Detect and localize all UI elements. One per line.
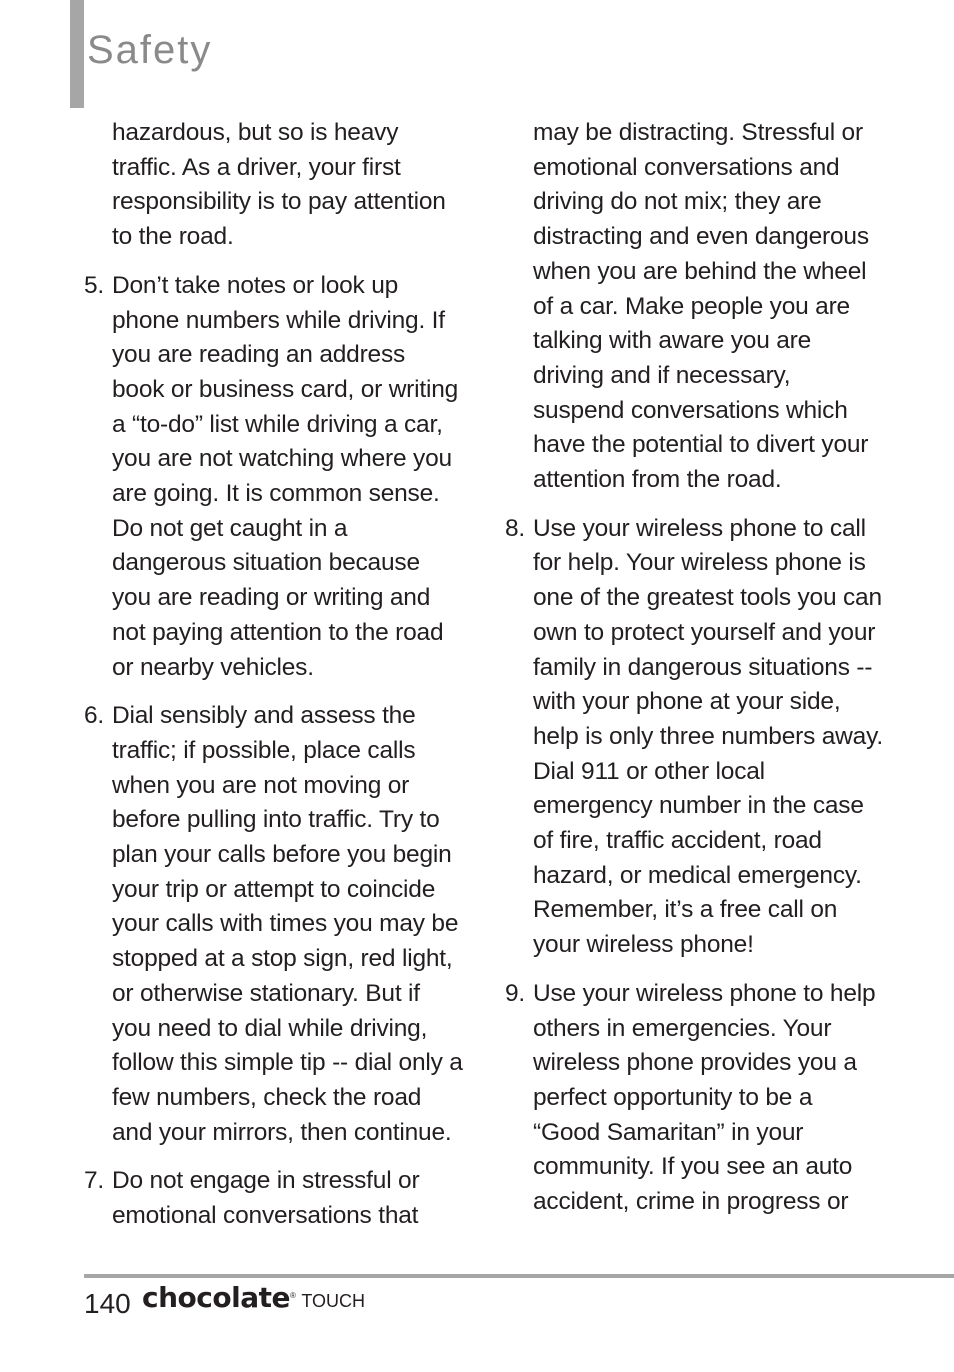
item-number: 7.	[84, 1167, 105, 1195]
item-text: Dial sensibly and assess the traffic; if possible, place calls when you are not moving or before pulling into traffic. Try to plan your calls before you begin your trip or attempt to coincide your calls with times you may be stopped at a stop sign, red light, or otherwise stationary. But if you need to dial while driving, follow this simple tip -- dial only a few numbers, check the road and your mirrors, then continue.	[112, 702, 463, 1146]
item-number: 6.	[84, 702, 105, 730]
item-text: Use your wireless phone to help others in emergencies. Your wireless phone provides you a perfect opportunity to be a “Good Samaritan” in your community. If you see an auto accident, crime in progress or	[533, 979, 876, 1216]
brand-model: TOUCH	[301, 1291, 365, 1311]
left-column	[84, 116, 464, 1248]
paragraph-text: hazardous, but so is heavy traffic. As a driver, your first responsibility is to pay attention to the road.	[112, 119, 446, 251]
item-text: Don’t take notes or look up phone numbers while driving. If you are reading an address book or business card, or writing a “to-do” list while driving a car, you are not watching where you are going. It is common sense. Do not get caught in a dangerous situation because you are reading or writing and not paying attention to the road or nearby vehicles.	[112, 271, 459, 681]
brand-logo	[142, 1281, 365, 1314]
continuation-paragraph	[505, 116, 885, 498]
page-number: 140	[84, 1288, 131, 1319]
item-text: Do not engage in stressful or emotional conversations that	[112, 1167, 420, 1230]
right-column	[505, 116, 885, 1234]
brand-name: chocolate	[142, 1281, 290, 1314]
footer-rule	[84, 1274, 954, 1278]
item-number: 9.	[505, 979, 526, 1007]
brand-trademark: ®	[289, 1291, 296, 1300]
paragraph-text: may be distracting. Stressful or emotional conversations and driving do not mix; they are distracting and even dangerous when you are behind the wheel of a car. Make people you are talking with aware you are driving and if necessary, suspend conversations which have the potential to divert your attention from the road.	[533, 119, 869, 494]
list-item	[84, 1164, 464, 1233]
list-item	[505, 512, 885, 963]
section-title: Safety	[87, 28, 213, 72]
list-item	[505, 977, 885, 1220]
header-accent-bar	[70, 0, 84, 108]
item-number: 8.	[505, 514, 526, 542]
item-number: 5.	[84, 271, 105, 299]
continuation-paragraph	[84, 116, 464, 255]
list-item	[84, 269, 464, 685]
list-item	[84, 699, 464, 1150]
item-text: Use your wireless phone to call for help. Your wireless phone is one of the greatest tools you can own to protect yourself and your family in dangerous situations -- with your phone at your side, help is only three numbers away. Dial 911 or other local emergency number in the case of fire, traffic accident, road hazard, or medical emergency. Remember, it’s a free call on your wireless phone!	[533, 514, 883, 959]
